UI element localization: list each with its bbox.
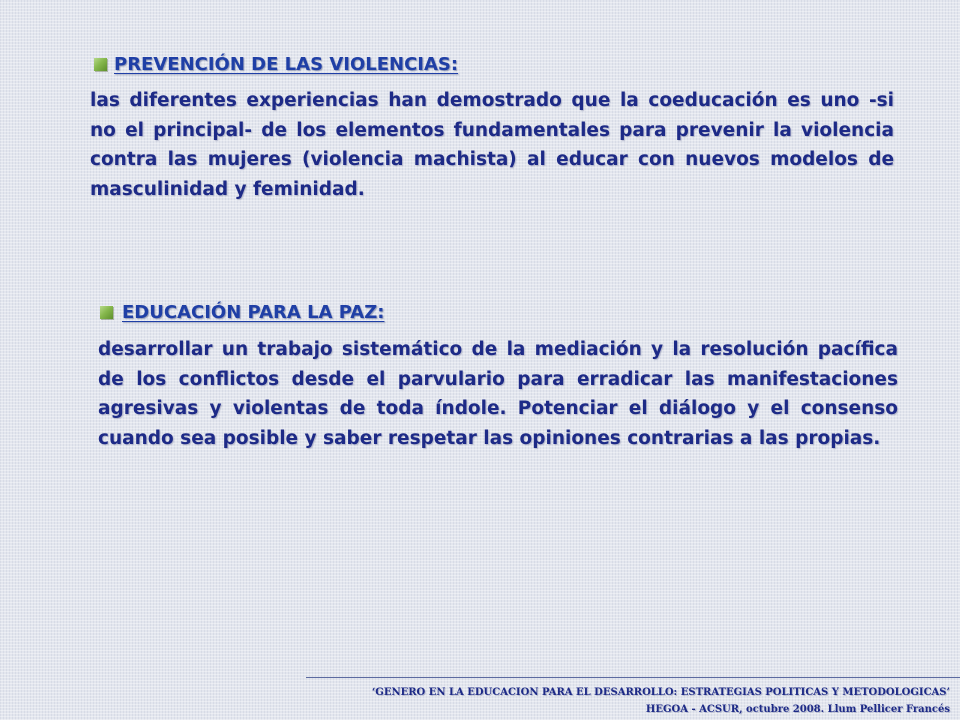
section-educacion-paz bbox=[98, 302, 898, 453]
green-square-bullet-icon bbox=[100, 306, 113, 319]
section-body-text: las diferentes experiencias han demostrado que la coeducación es uno -si no el principal- de los elementos fundamentales para prevenir la violencia contra las mujeres (violencia machista) al educar con nuevos modelos de masculinidad y feminidad. bbox=[90, 90, 894, 200]
footer-divider bbox=[306, 677, 960, 678]
section-heading-row bbox=[90, 54, 894, 80]
section-heading: PREVENCIÓN DE LAS VIOLENCIAS: bbox=[114, 54, 459, 75]
section-heading-row bbox=[98, 302, 898, 328]
footer-credit: HEGOA - ACSUR, octubre 2008. Llum Pellicer Francés bbox=[645, 704, 950, 715]
section-body-text: desarrollar un trabajo sistemático de la mediación y la resolución pacífica de los conflictos desde el parvulario para erradicar las manifestaciones agresivas y violentas de toda índole. Potenciar el diálogo y el consenso cuando sea posible y saber respetar las opiniones contrarias a las propias. bbox=[98, 339, 898, 449]
footer bbox=[372, 684, 950, 718]
section-prevencion-violencias bbox=[90, 54, 894, 204]
section-heading: EDUCACIÓN PARA LA PAZ: bbox=[122, 302, 385, 323]
footer-title: ‘GENERO EN LA EDUCACION PARA EL DESARROLLO: ESTRATEGIAS POLITICAS Y METODOLOGICAS’ bbox=[371, 687, 950, 698]
green-square-bullet-icon bbox=[94, 58, 107, 71]
